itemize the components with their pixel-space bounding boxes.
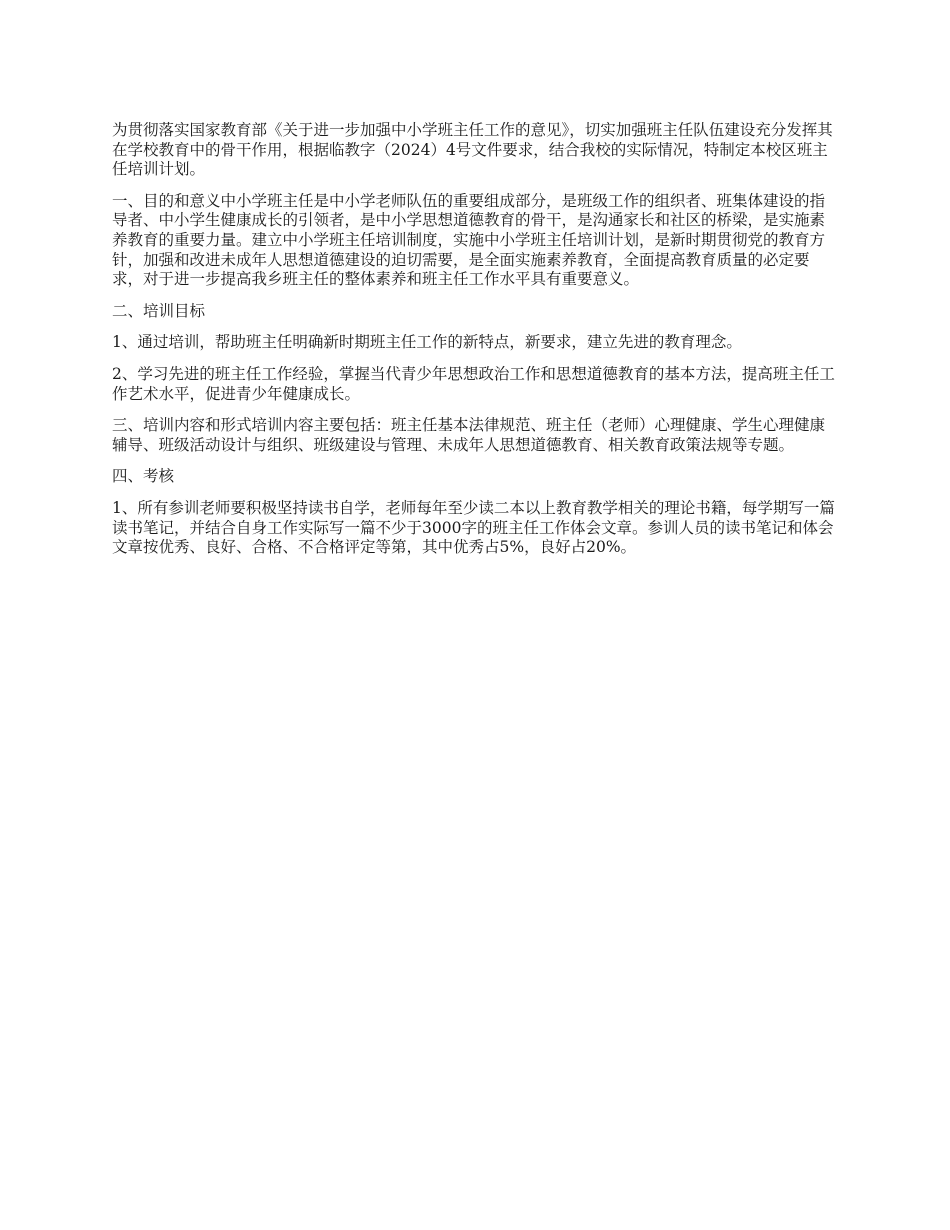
section-content-paragraph: 三、培训内容和形式培训内容主要包括：班主任基本法律规范、班主任（老师）心理健康、学生心理健康辅导、班级活动设计与组织、班级建设与管理、未成年人思想道德教育、相关教育政策法规等专题。 <box>112 416 826 454</box>
goal-item-1: 1、通过培训，帮助班主任明确新时期班主任工作的新特点，新要求，建立先进的教育理念。 <box>112 333 742 352</box>
goal-item-2: 2、学习先进的班主任工作经验，掌握当代青少年思想政治工作和思想道德教育的基本方法，提高班主任工作艺术水平，促进青少年健康成长。 <box>112 364 835 403</box>
section-heading-assessment: 四、考核 <box>112 467 175 486</box>
document-body <box>112 121 840 570</box>
intro-paragraph: 为贯彻落实国家教育部《关于进一步加强中小学班主任工作的意见》，切实加强班主任队伍建设充分发挥其在学校教育中的骨干作用，根据临教字（2024）4号文件要求，结合我校的实际情况，特制定本校区班主任培训计划。 <box>112 121 833 179</box>
section-heading-goals: 二、培训目标 <box>112 301 206 320</box>
section-purpose-paragraph: 一、目的和意义中小学班主任是中小学老师队伍的重要组成部分，是班级工作的组织者、班集体建设的指导者、中小学生健康成长的引领者，是中小学思想道德教育的骨干，是沟通家长和社区的桥梁，是实施素养教育的重要力量。建立中小学班主任培训制度，实施中小学班主任培训计划，是新时期贯彻党的教育方针，加强和改进未成年人思想道德建设的迫切需要，是全面实施素养教育，全面提高教育质量的必定要求，对于进一步提高我乡班主任的整体素养和班主任工作水平具有重要意义。 <box>112 191 826 289</box>
assessment-item-1: 1、所有参训老师要积极坚持读书自学，老师每年至少读二本以上教育教学相关的理论书籍，每学期写一篇读书笔记，并结合自身工作实际写一篇不少于3000字的班主任工作体会文章。参训人员的读书笔记和体会文章按优秀、良好、合格、不合格评定等第，其中优秀占5%，良好占20%。 <box>112 498 835 557</box>
